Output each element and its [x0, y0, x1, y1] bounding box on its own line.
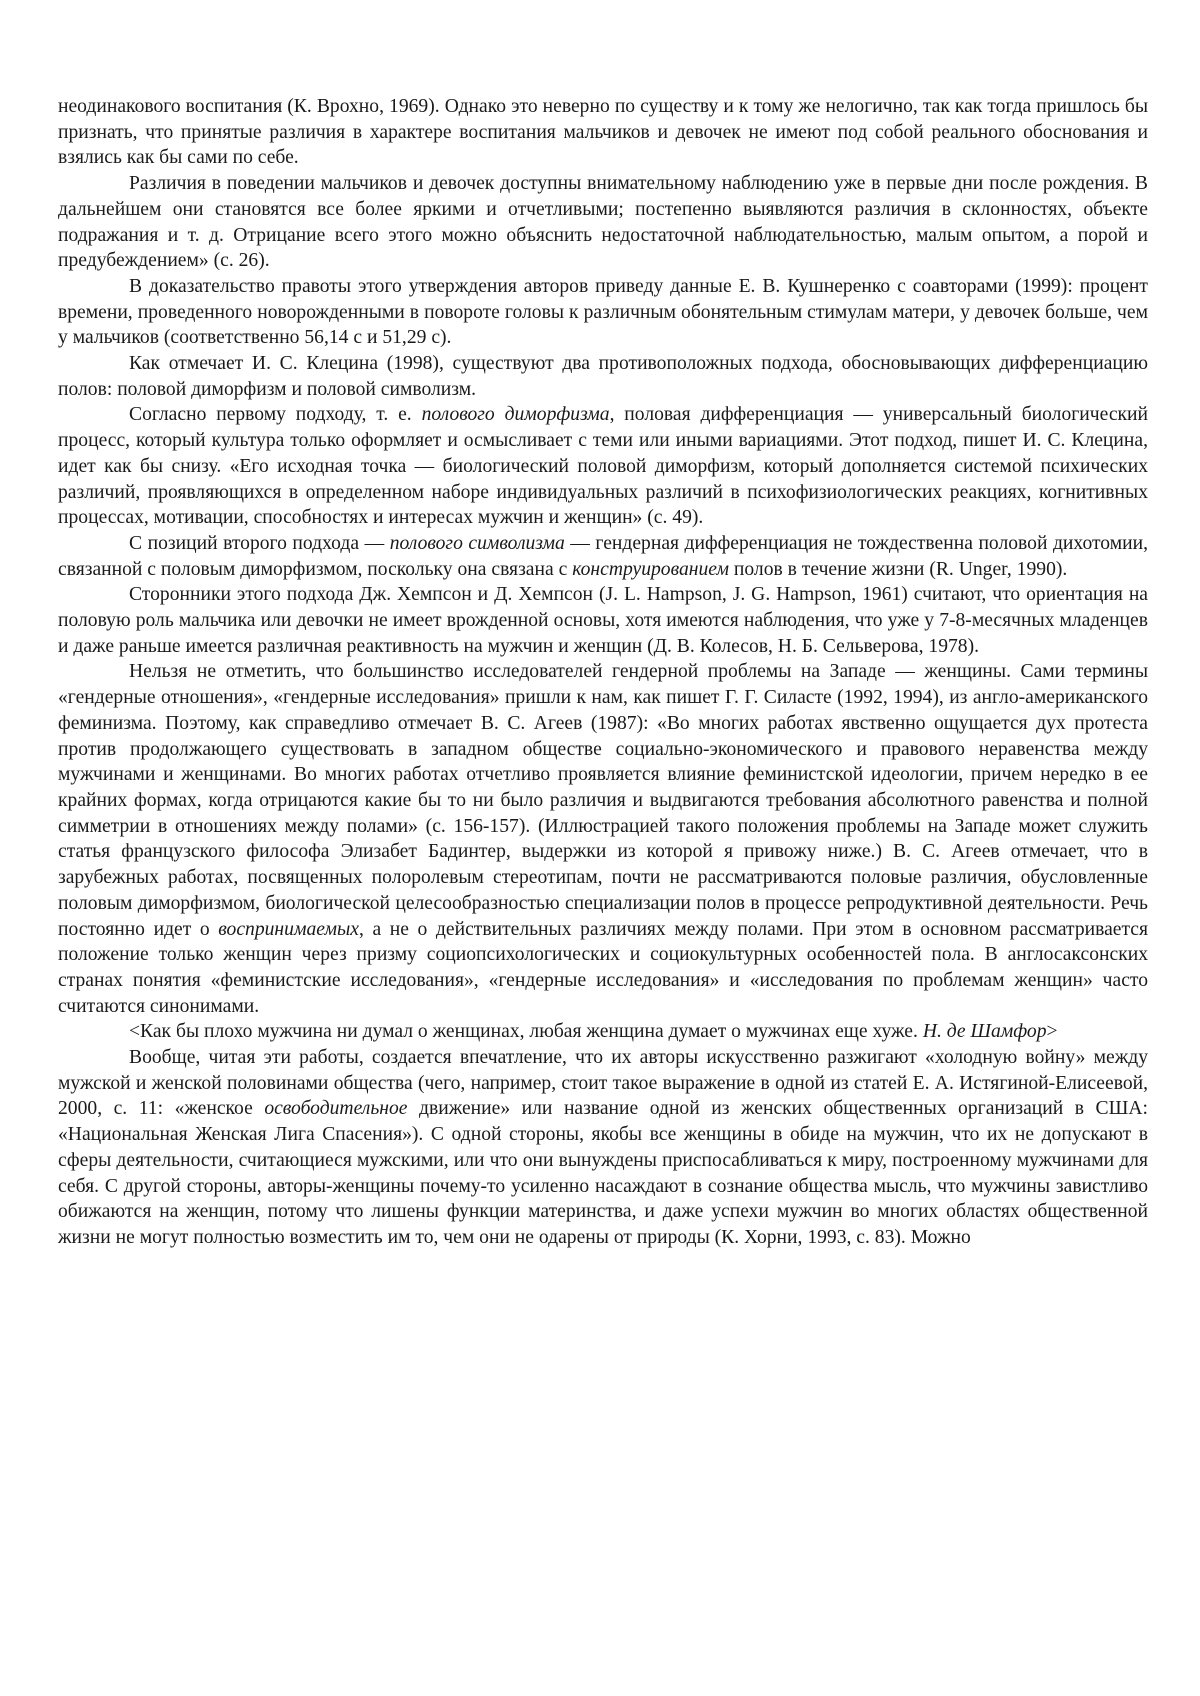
text-run: неодинакового воспитания (К. Врохно, 1969). Однако это неверно по существу и к тому же нелогично, так как тогда пришлось бы признать, что принятые различия в характере воспитания мальчиков и девочек не имеют под собой реального обоснования и взялись как бы сами по себе.: [58, 96, 1148, 169]
text-run: Согласно первому подходу, т. е.: [129, 404, 422, 426]
text-run: , а не о действительных различиях между полами. При этом в основном рассматривается положение только женщин через призму социопсихологических и социокультурных особенностей пола. В англосаксонских странах понятия «феминистские исследования», «гендерные исследования» и «исследования по проблемам женщин» часто считаются синонимами.: [58, 918, 1148, 1017]
document-page: [58, 94, 1148, 1251]
text-run: Вообще, читая эти работы, создается впечатление, что их авторы искусственно разжигают «холодную войну» между мужской и женской половинами общества (чего, например, стоит такое выражение в одной из статей Е. А. Истягиной-Елисеевой, 2000, с. 11: «женское: [58, 1047, 1148, 1120]
text-run: <Как бы плохо мужчина ни думал о женщинах, любая женщина думает о мужчинах еще хуже.: [129, 1021, 923, 1043]
paragraph: [58, 1019, 1148, 1045]
text-run: движение» или название одной из женских общественных организаций в США: «Национальная Женская Лига Спасения»). С одной стороны, якобы все женщины в обиде на мужчин, что их не допускают в сферы деятельности, считающиеся мужскими, или что они вынуждены приспосабливаться к миру, построенному мужчинами для себя. С другой стороны, авторы-женщины почему-то усиленно насаждают в сознание общества мысль, что мужчины завистливо обижаются на женщин, потому что лишены функции материнства, и даже успехи мужчин во многих областях общественной жизни не могут полностью возместить им то, чем они не одарены от природы (К. Хорни, 1993, с. 83). Можно: [58, 1098, 1148, 1248]
paragraph: [58, 1045, 1148, 1251]
paragraph: [58, 402, 1148, 531]
italic-text: полового символизма: [389, 532, 565, 554]
text-run: — гендерная дифференциация не тождественна половой дихотомии, связанной с половым диморфизмом, поскольку она связана с: [58, 532, 1149, 580]
paragraph: [58, 274, 1148, 351]
paragraph: [58, 582, 1148, 659]
text-run: >: [1046, 1021, 1058, 1043]
text-run: Как отмечает И. С. Клецина (1998), существуют два противоположных подхода, обосновывающих дифференциацию полов: половой диморфизм и половой символизм.: [58, 353, 1148, 400]
paragraph: [58, 171, 1148, 274]
paragraph: [58, 531, 1148, 582]
text-run: Различия в поведении мальчиков и девочек доступны внимательному наблюдению уже в первые дни после рождения. В дальнейшем они становятся все более яркими и отчетливыми; постепенно выявляются различия в склонностях, объекте подражания и т. д. Отрицание всего этого можно объяснить недостаточной наблюдательностью, малым опытом, а порой и предубеждением» (с. 26).: [58, 173, 1148, 272]
paragraph: [58, 94, 1148, 171]
italic-text: конструированием: [572, 558, 729, 580]
italic-text: воспринимаемых: [218, 918, 359, 940]
paragraph: [58, 659, 1148, 1019]
text-run: Нельзя не отметить, что большинство исследователей гендерной проблемы на Западе — женщины. Сами термины «гендерные отношения», «гендерные исследования» пришли к нам, как пишет Г. Г. Силасте (1992, 1994), из англо-американского феминизма. Поэтому, как справедливо отмечает В. С. Агеев (1987): «Во многих работах явственно ощущается дух протеста против продолжающего существовать в западном обществе социально-экономического и правового неравенства между мужчинами и женщинами. Во многих работах отчетливо проявляется влияние феминистской идеологии, причем нередко в ее крайних формах, когда отрицаются какие бы то ни было различия и выдвигаются требования абсолютного равенства и полной симметрии в отношениях между полами» (с. 156-157). (Иллюстрацией такого положения проблемы на Западе может служить статья французского философа Элизабет Бадинтер, выдержки из которой я привожу ниже.) В. С. Агеев отмечает, что в зарубежных работах, посвященных полоролевым стереотипам, почти не рассматриваются половые различия, обусловленные половым диморфизмом, биологической целесообразностью специализации полов в процессе репродуктивной деятельности. Речь постоянно идет о: [58, 661, 1148, 940]
text-run: полов в течение жизни (R. Unger, 1990).: [729, 558, 1068, 580]
text-run: С позиций второго подхода —: [129, 532, 390, 554]
text-run: , половая дифференциация — универсальный биологический процесс, который культура только оформляет и осмысливает с теми или иными вариациями. Этот подход, пишет И. С. Клецина, идет как бы снизу. «Его исходная точка — биологический половой диморфизм, который дополняется системой психических различий, проявляющихся в определенном наборе индивидуальных различий в психофизиологических реакциях, когнитивных процессах, мотивации, способностях и интересах мужчин и женщин» (с. 49).: [58, 404, 1149, 529]
italic-text: Н. де Шамфор: [922, 1021, 1047, 1043]
paragraph: [58, 351, 1148, 402]
italic-text: освободительное: [264, 1098, 408, 1120]
text-run: В доказательство правоты этого утверждения авторов приведу данные Е. В. Кушнеренко с соавторами (1999): процент времени, проведенного новорожденными в повороте головы к различным обонятельным стимулам матери, у девочек больше, чем у мальчиков (соответственно 56,14 с и 51,29 с).: [58, 275, 1148, 349]
italic-text: полового диморфизма: [421, 404, 610, 426]
text-run: Сторонники этого подхода Дж. Хемпсон и Д. Хемпсон (J. L. Hampson, J. G. Hampson, 1961) считают, что ориентация на половую роль мальчика или девочки не имеет врожденной основы, хотя имеются наблюдения, что уже у 7-8-месячных младенцев и даже раньше имеется различная реактивность на мужчин и женщин (Д. В. Колесов, Н. Б. Сельверова, 1978).: [58, 584, 1148, 657]
